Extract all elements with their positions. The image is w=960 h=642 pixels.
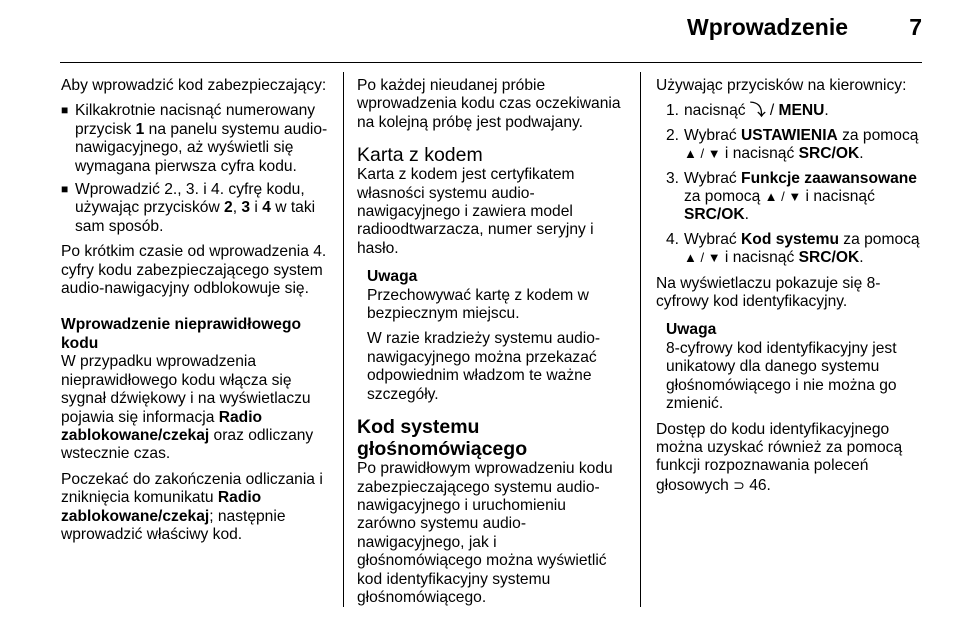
step-number: 1. [666, 102, 680, 120]
header-rule [60, 62, 922, 63]
list-item [656, 231, 926, 268]
text: . [744, 206, 749, 224]
list-item [656, 170, 926, 225]
key-label: 3 [241, 199, 251, 217]
steps-list [656, 102, 926, 267]
paragraph [61, 471, 329, 545]
text: i nacisnąć [720, 145, 799, 163]
menu-item-label: Funkcje zaawansowane [741, 169, 917, 187]
subheading: Wprowadzenie nieprawidłowego kodu [61, 316, 301, 352]
key-label: MENU [778, 102, 825, 120]
text: i nacisnąć [801, 188, 875, 206]
text: Wybrać [684, 126, 742, 144]
text: ; następnie wprowadzić właściwy kod. [61, 507, 286, 543]
step-number: 3. [666, 169, 680, 187]
page-reference[interactable]: 46. [744, 476, 771, 494]
text: za pomocą [838, 230, 920, 248]
text: , [232, 199, 242, 217]
text: na panelu systemu audio-nawigacyjnego, aż wyświetli się wymagana pierwsza cyfra kodu. [75, 120, 328, 175]
paragraph [656, 421, 926, 496]
text: Dostęp do kodu identyfikacyjnego można uzyskać również za pomocą funkcji rozpoznawania poleceń głosowych [656, 420, 903, 494]
arrow-up-down-icon: ▲ / ▼ [764, 189, 802, 205]
list-item [61, 181, 329, 236]
key-label: SRC/OK [798, 249, 860, 267]
paragraph: Po krótkim czasie od wprowadzenia 4. cyfry kodu zabezpieczającego system audio-nawigacyjny odblokowuje się. [61, 243, 327, 298]
note-title: Uwaga [666, 321, 717, 339]
text: / [765, 102, 779, 120]
step-number: 2. [666, 126, 680, 144]
note-text: 8-cyfrowy kod identyfikacyjny jest unikatowy dla danego systemu głośnomówiącego i nie można go zmienić. [666, 339, 897, 413]
bullet-list [61, 102, 329, 236]
paragraph: Karta z kodem jest certyfikatem własności systemu audio-nawigacyjnego i zawiera model radioodtwarzacza, numer seryjny i hasło. [357, 166, 594, 257]
page-number: 7 [909, 14, 922, 40]
text: Kilkakrotnie nacisnąć numerowany przycisk [75, 102, 316, 138]
text: . [859, 145, 864, 163]
text: Wybrać [684, 169, 742, 187]
key-label: 4 [262, 199, 271, 217]
page-header [0, 0, 960, 66]
key-label: SRC/OK [684, 206, 745, 224]
column-2 [357, 77, 625, 614]
text: Wprowadzić 2., 3. i 4. cyfrę kodu, używając przycisków [75, 181, 305, 217]
note-box [656, 321, 926, 413]
text: i [250, 199, 263, 217]
text: oraz odliczany wstecznie czas. [61, 426, 314, 463]
text: . [859, 249, 864, 267]
text: za pomocą [837, 126, 919, 144]
column-divider-1 [343, 72, 344, 607]
key-label: SRC/OK [798, 145, 860, 163]
column-1 [61, 77, 329, 551]
intro-text: Aby wprowadzić kod zabezpieczający: [61, 77, 327, 94]
page-reference-icon: ⊃ [733, 476, 745, 493]
text: w taki sam sposób. [75, 199, 316, 235]
note-text: Przechowywać kartę z kodem w bezpiecznym miejscu. [367, 286, 589, 323]
column-3 [656, 77, 926, 502]
paragraph: Po każdej nieudanej próbie wprowadzenia kodu czas oczekiwania na kolejną próbę jest podwajany. [357, 77, 621, 131]
note-box [357, 268, 625, 404]
paragraph [61, 353, 329, 463]
text: Wybrać [684, 230, 742, 248]
text: nacisnąć [684, 102, 750, 120]
menu-item-label: Kod systemu [741, 230, 839, 248]
arrow-up-down-icon: ▲ / ▼ [684, 250, 721, 266]
text: W przypadku wprowadzenia nieprawidłowego kodu włącza się sygnał dźwiękowy i na wyświetlaczu pojawia się informacja [61, 353, 311, 426]
text: za pomocą [684, 188, 765, 206]
note-text: W razie kradzieży systemu audio-nawigacyjnego można przekazać odpowiednim władzom te ważne szczegóły. [367, 330, 601, 403]
menu-item-label: USTAWIENIA [741, 126, 838, 144]
step-number: 4. [666, 230, 680, 248]
display-message: Radio zablokowane/czekaj [61, 408, 263, 444]
text: Poczekać do zakończenia odliczania i zniknięcia komunikatu [61, 470, 323, 507]
page-title: Wprowadzenie [686, 14, 848, 40]
list-item [61, 102, 329, 176]
display-message: Radio zablokowane/czekaj [61, 489, 262, 525]
key-label: 1 [135, 120, 145, 138]
note-title: Uwaga [367, 268, 418, 286]
paragraph: Na wyświetlaczu pokazuje się 8-cyfrowy kod identyfikacyjny. [656, 274, 881, 311]
paragraph: Po prawidłowym wprowadzeniu kodu zabezpieczającego systemu audio-nawigacyjnego i uruchomieniu zarówno systemu audio-nawigacyjnego, jak i głośnomówiącego można wyświetlić kod identyfikacyjny systemu głośnomówiącego. [357, 460, 613, 606]
list-item [656, 127, 926, 164]
section-heading: Karta z kodem [357, 144, 483, 167]
phone-icon: ⤵ [749, 102, 766, 120]
key-label: 2 [224, 199, 233, 217]
column-divider-2 [640, 72, 641, 607]
paragraph: Używając przycisków na kierownicy: [656, 77, 907, 94]
list-item [656, 102, 926, 120]
arrow-up-down-icon: ▲ / ▼ [684, 146, 721, 162]
text: . [824, 102, 829, 120]
section-heading: Kod systemu głośnomówiącego [357, 416, 528, 461]
text: i nacisnąć [720, 249, 799, 267]
